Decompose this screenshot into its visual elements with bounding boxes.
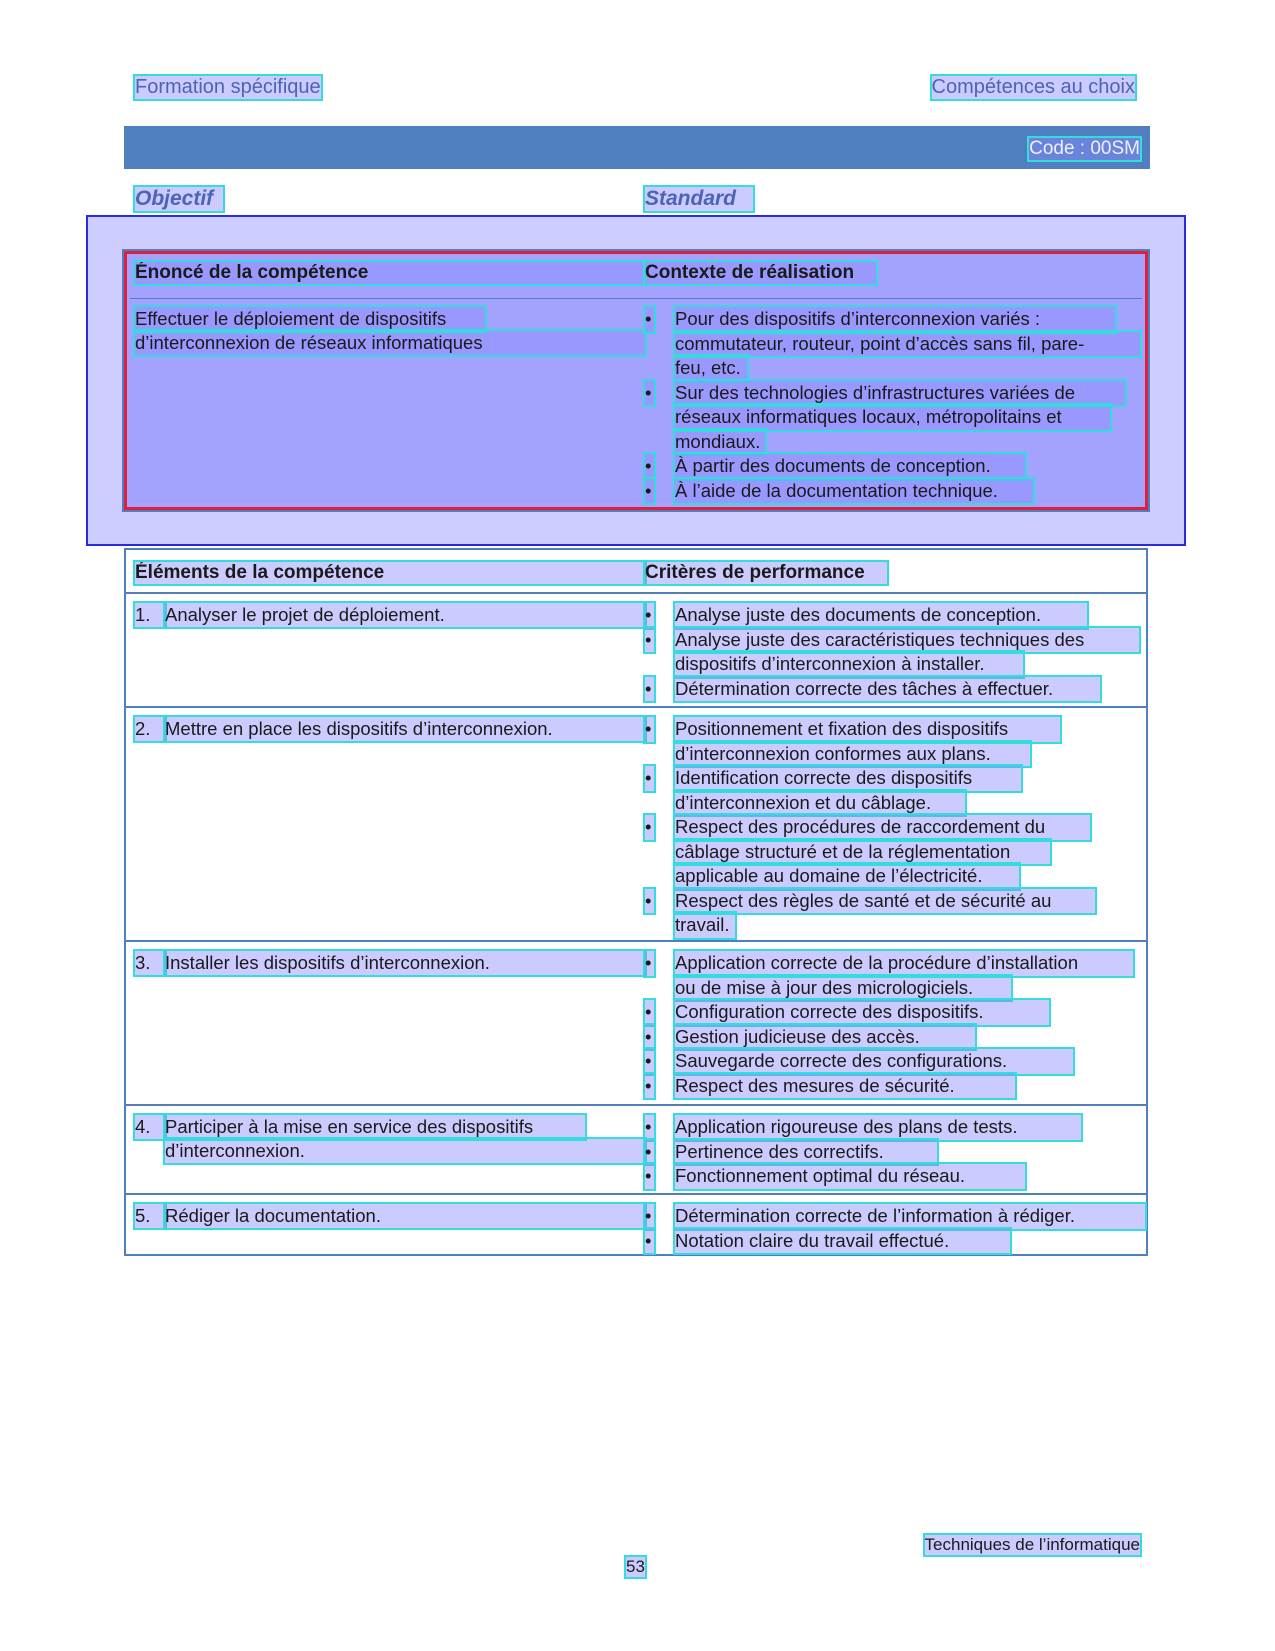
criteria-list xyxy=(645,1115,1140,1189)
criterion-line: Application rigoureuse des plans de tests. xyxy=(675,1115,1081,1140)
statement-line: Effectuer le déploiement de dispositifs xyxy=(135,307,485,331)
element-text: Mettre en place les dispositifs d’interconnexion. xyxy=(165,717,645,741)
criterion xyxy=(645,677,1140,702)
context-line: À partir des documents de conception. xyxy=(675,454,1025,479)
criterion-line: Gestion judicieuse des accès. xyxy=(675,1025,975,1050)
criterion-line: Configuration correcte des dispositifs. xyxy=(675,1000,1049,1025)
standard-label: Standard xyxy=(645,187,753,211)
criterion xyxy=(645,889,1140,938)
bullet-icon: • xyxy=(645,1229,654,1254)
criterion-line: travail. xyxy=(675,913,735,938)
bullet-icon: • xyxy=(645,717,654,742)
element-text: Rédiger la documentation. xyxy=(165,1204,645,1228)
elements-heading: Éléments de la compétence xyxy=(135,562,645,584)
bullet-icon: • xyxy=(645,766,654,791)
bullet-icon: • xyxy=(645,1204,654,1229)
statement-heading: Énoncé de la compétence xyxy=(135,262,645,284)
context-item xyxy=(645,381,1140,455)
criterion-line: Analyse juste des caractéristiques techniques des xyxy=(675,628,1139,653)
table-rule xyxy=(124,592,1148,594)
competency-header-rule xyxy=(130,298,1142,299)
context-item xyxy=(645,479,1140,504)
statement-line: d’interconnexion de réseaux informatiques xyxy=(135,331,645,355)
element-text: Analyser le projet de déploiement. xyxy=(165,603,645,627)
criterion-line: ou de mise à jour des micrologiciels. xyxy=(675,976,1011,1001)
criterion-line: Respect des règles de santé et de sécurité au xyxy=(675,889,1095,914)
criterion-line: dispositifs d’interconnexion à installer. xyxy=(675,652,1023,677)
bullet-icon: • xyxy=(645,603,654,628)
criterion xyxy=(645,815,1140,889)
element-text: Installer les dispositifs d’interconnexion. xyxy=(165,951,645,975)
bullet-icon: • xyxy=(645,951,654,976)
bullet-icon: • xyxy=(645,1025,654,1050)
criteria-list xyxy=(645,603,1140,701)
element-number: 3. xyxy=(135,951,165,975)
criteria-list xyxy=(645,1204,1140,1253)
footer-program: Techniques de l’informatique xyxy=(924,1535,1140,1554)
bullet-icon: • xyxy=(645,1049,654,1074)
criterion-line: Respect des mesures de sécurité. xyxy=(675,1074,1015,1099)
criterion-line: d’interconnexion conformes aux plans. xyxy=(675,742,1030,767)
criterion xyxy=(645,1000,1140,1025)
criterion-line: Notation claire du travail effectué. xyxy=(675,1229,1010,1254)
element-number: 1. xyxy=(135,603,165,627)
criterion-line: Détermination correcte de l’information à rédiger. xyxy=(675,1204,1145,1229)
context-line: Pour des dispositifs d’interconnexion variés : xyxy=(675,307,1115,332)
criterion-line: Fonctionnement optimal du réseau. xyxy=(675,1164,1025,1189)
bullet-icon: • xyxy=(645,479,654,504)
criterion xyxy=(645,603,1140,628)
criterion-line: d’interconnexion et du câblage. xyxy=(675,791,965,816)
criterion xyxy=(645,1074,1140,1099)
context-line: commutateur, routeur, point d’accès sans fil, pare- xyxy=(675,332,1140,357)
page-number: 53 xyxy=(626,1557,645,1576)
context-list xyxy=(645,307,1140,503)
bullet-icon: • xyxy=(645,381,654,406)
criterion xyxy=(645,1204,1140,1229)
criterion-line: câblage structuré et de la réglementation xyxy=(675,840,1050,865)
criterion-line: Positionnement et fixation des dispositifs xyxy=(675,717,1060,742)
criterion-line: Application correcte de la procédure d’installation xyxy=(675,951,1133,976)
running-header-left: Formation spécifique xyxy=(135,76,321,98)
bullet-icon: • xyxy=(645,307,654,332)
bullet-icon: • xyxy=(645,1164,654,1189)
element-number: 4. xyxy=(135,1115,165,1139)
bullet-icon: • xyxy=(645,454,654,479)
criterion-line: Analyse juste des documents de conception. xyxy=(675,603,1087,628)
context-line: À l’aide de la documentation technique. xyxy=(675,479,1033,504)
criterion xyxy=(645,1164,1140,1189)
criteria-list xyxy=(645,717,1140,938)
competency-statement xyxy=(135,307,645,355)
bullet-icon: • xyxy=(645,815,654,840)
context-line: feu, etc. xyxy=(675,356,747,381)
bullet-icon: • xyxy=(645,677,654,702)
criterion xyxy=(645,1025,1140,1050)
table-rule xyxy=(124,706,1148,708)
criterion xyxy=(645,1229,1140,1254)
table-rule xyxy=(124,940,1148,942)
context-line: Sur des technologies d’infrastructures variées de xyxy=(675,381,1125,406)
criterion xyxy=(645,951,1140,1000)
element-text xyxy=(165,1115,645,1163)
objective-label: Objectif xyxy=(135,187,223,211)
bullet-icon: • xyxy=(645,1000,654,1025)
table-rule xyxy=(124,1193,1148,1195)
context-item xyxy=(645,454,1140,479)
competency-code: Code : 00SM xyxy=(1029,138,1140,159)
criteria-list xyxy=(645,951,1140,1098)
element-line: Participer à la mise en service des dispositifs xyxy=(165,1115,585,1139)
element-number: 5. xyxy=(135,1204,165,1228)
bullet-icon: • xyxy=(645,1074,654,1099)
element-line: d’interconnexion. xyxy=(165,1139,645,1163)
criterion-line: Respect des procédures de raccordement du xyxy=(675,815,1090,840)
criterion xyxy=(645,1049,1140,1074)
code-bar xyxy=(124,126,1150,169)
context-line: réseaux informatiques locaux, métropolitains et xyxy=(675,405,1110,430)
context-line: mondiaux. xyxy=(675,430,765,455)
criterion xyxy=(645,1140,1140,1165)
criterion xyxy=(645,1115,1140,1140)
criterion-line: Détermination correcte des tâches à effectuer. xyxy=(675,677,1100,702)
context-heading: Contexte de réalisation xyxy=(645,262,876,284)
table-rule xyxy=(124,1104,1148,1106)
criterion-line: Sauvegarde correcte des configurations. xyxy=(675,1049,1073,1074)
criteria-heading: Critères de performance xyxy=(645,562,887,584)
running-header-right: Compétences au choix xyxy=(931,76,1135,98)
criterion xyxy=(645,628,1140,677)
bullet-icon: • xyxy=(645,889,654,914)
context-item xyxy=(645,307,1140,381)
criterion-line: Pertinence des correctifs. xyxy=(675,1140,937,1165)
element-number: 2. xyxy=(135,717,165,741)
criterion-line: Identification correcte des dispositifs xyxy=(675,766,1021,791)
bullet-icon: • xyxy=(645,1115,654,1140)
criterion xyxy=(645,766,1140,815)
bullet-icon: • xyxy=(645,1140,654,1165)
bullet-icon: • xyxy=(645,628,654,653)
criterion xyxy=(645,717,1140,766)
criterion-line: applicable au domaine de l’électricité. xyxy=(675,864,1019,889)
